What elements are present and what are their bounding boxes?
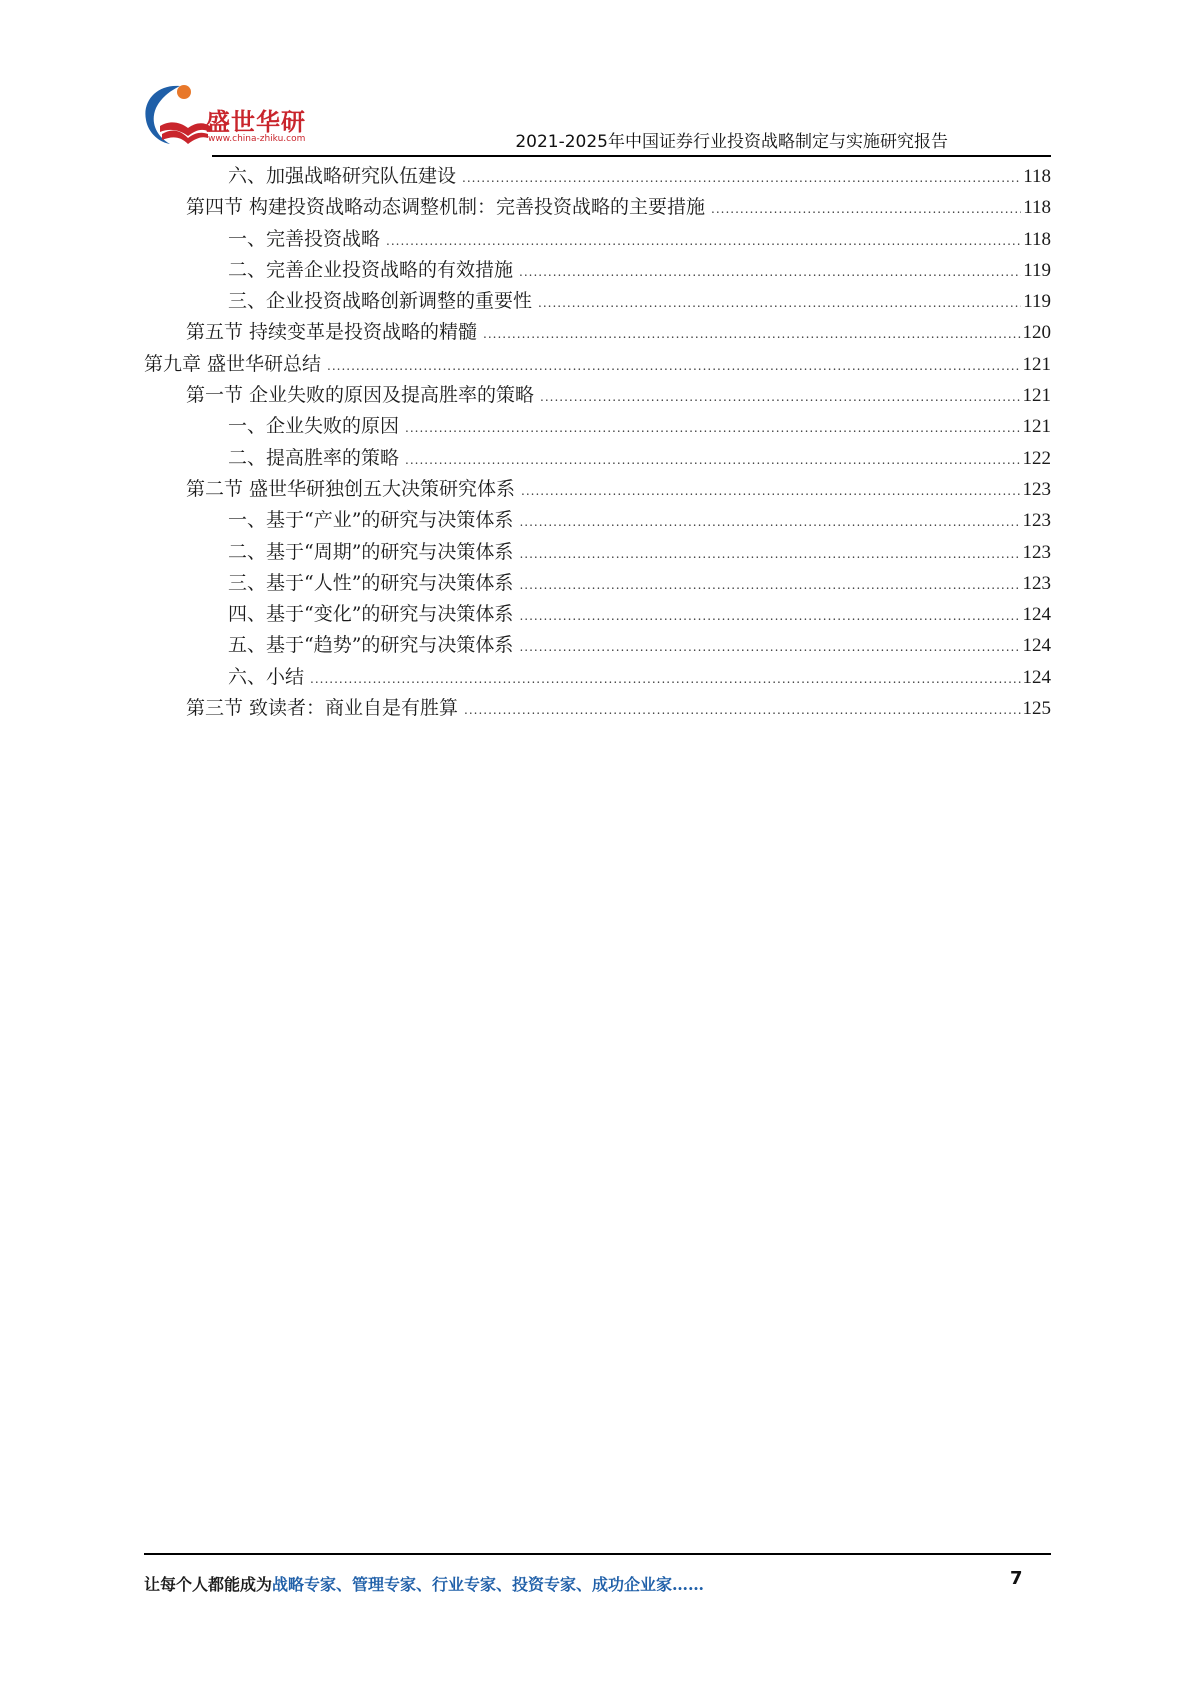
toc-entry-page: 122 xyxy=(1022,447,1051,469)
toc-entry-title: 第五节 持续变革是投资战略的精髓 xyxy=(186,321,478,344)
toc-entry-page: 118 xyxy=(1023,228,1051,250)
toc-entry-page: 120 xyxy=(1022,322,1051,344)
header-divider xyxy=(212,155,1051,157)
toc-entry-title: 六、小结 xyxy=(228,665,305,688)
toc-leader-dots xyxy=(519,632,1020,663)
toc-entry-page: 125 xyxy=(1022,698,1051,720)
footer-divider xyxy=(144,1553,1051,1555)
toc-entry-page: 121 xyxy=(1022,385,1051,407)
toc-entry-title: 第四节 构建投资战略动态调整机制：完善投资战略的主要措施 xyxy=(186,196,706,219)
toc-leader-dots xyxy=(711,194,1021,225)
brand-name: 盛世华研 xyxy=(206,108,306,136)
toc-entry-page: 124 xyxy=(1022,666,1051,688)
book-swoosh-icon xyxy=(140,82,210,148)
toc-entry-title: 第三节 致读者：商业自是有胜算 xyxy=(186,697,459,720)
toc-entry[interactable] xyxy=(144,192,1051,223)
toc-entry-page: 118 xyxy=(1023,197,1051,219)
toc-entry-title: 一、企业失败的原因 xyxy=(228,415,400,438)
toc-entry-title: 五、基于“趋势”的研究与决策体系 xyxy=(228,634,514,657)
toc-entry[interactable] xyxy=(144,380,1051,411)
toc-leader-dots xyxy=(310,664,1020,695)
toc-entry-title: 二、基于“周期”的研究与决策体系 xyxy=(228,540,514,563)
toc-entry-title: 一、基于“产业”的研究与决策体系 xyxy=(228,509,514,532)
toc-entry-page: 124 xyxy=(1022,604,1051,626)
toc-entry[interactable] xyxy=(144,505,1051,536)
toc-entry-title: 第一节 企业失败的原因及提高胜率的策略 xyxy=(186,384,535,407)
toc-entry[interactable] xyxy=(144,443,1051,474)
toc-entry[interactable] xyxy=(144,286,1051,317)
toc-entry-title: 三、基于“人性”的研究与决策体系 xyxy=(228,571,514,594)
report-title: 2021-2025年中国证券行业投资战略制定与实施研究报告 xyxy=(515,132,948,152)
toc-entry-page: 123 xyxy=(1022,478,1051,500)
toc-leader-dots xyxy=(540,382,1020,413)
toc-entry-page: 121 xyxy=(1022,416,1051,438)
toc-leader-dots xyxy=(519,601,1020,632)
toc-leader-dots xyxy=(483,319,1020,350)
brand-url: www.china-zhiku.com xyxy=(208,134,306,144)
toc-entry[interactable] xyxy=(144,474,1051,505)
toc-entry[interactable] xyxy=(144,568,1051,599)
toc-leader-dots xyxy=(519,257,1021,288)
toc-entry-page: 118 xyxy=(1023,166,1051,187)
toc-entry-title: 二、完善企业投资战略的有效措施 xyxy=(228,258,514,281)
toc-leader-dots xyxy=(462,163,1021,194)
toc-entry[interactable] xyxy=(144,224,1051,255)
toc-entry-page: 119 xyxy=(1023,291,1051,313)
toc-entry[interactable] xyxy=(144,349,1051,380)
toc-entry-title: 三、企业投资战略创新调整的重要性 xyxy=(228,290,533,313)
toc-entry-page: 123 xyxy=(1022,541,1051,563)
toc-entry-page: 121 xyxy=(1022,353,1051,375)
toc-leader-dots xyxy=(519,507,1020,538)
slogan-highlight: 战略专家、管理专家、行业专家、投资专家、成功企业家…… xyxy=(272,1575,705,1594)
toc-entry-title: 第九章 盛世华研总结 xyxy=(144,352,322,375)
toc-entry-page: 123 xyxy=(1022,572,1051,594)
toc-leader-dots xyxy=(405,445,1020,476)
toc-leader-dots xyxy=(519,539,1020,570)
toc-leader-dots xyxy=(405,413,1020,444)
toc-entry[interactable] xyxy=(144,537,1051,568)
toc-entry[interactable] xyxy=(144,317,1051,348)
toc-entry[interactable] xyxy=(144,411,1051,442)
toc-entry[interactable] xyxy=(144,255,1051,286)
toc-leader-dots xyxy=(519,570,1020,601)
toc-entry-page: 123 xyxy=(1022,510,1051,532)
slogan-lead: 让每个人都能成为 xyxy=(144,1575,273,1594)
toc-entry[interactable] xyxy=(144,630,1051,661)
page-number: 7 xyxy=(1010,1568,1023,1589)
toc-leader-dots xyxy=(327,351,1020,382)
toc-leader-dots xyxy=(538,288,1021,319)
toc-leader-dots xyxy=(464,695,1020,726)
toc-leader-dots xyxy=(521,476,1020,507)
table-of-contents xyxy=(144,161,1051,724)
toc-entry-page: 119 xyxy=(1023,259,1051,281)
toc-entry-title: 一、完善投资战略 xyxy=(228,227,381,250)
toc-entry-title: 六、加强战略研究队伍建设 xyxy=(228,165,457,187)
toc-entry[interactable] xyxy=(144,599,1051,630)
toc-leader-dots xyxy=(386,226,1021,257)
page-header xyxy=(0,0,1191,160)
brand-logo xyxy=(140,82,320,152)
toc-entry[interactable] xyxy=(144,161,1051,192)
toc-entry[interactable] xyxy=(144,693,1051,724)
toc-entry-page: 124 xyxy=(1022,635,1051,657)
toc-entry[interactable] xyxy=(144,662,1051,693)
toc-entry-title: 二、提高胜率的策略 xyxy=(228,446,400,469)
toc-entry-title: 四、基于“变化”的研究与决策体系 xyxy=(228,603,514,626)
footer-slogan xyxy=(144,1572,704,1595)
toc-entry-title: 第二节 盛世华研独创五大决策研究体系 xyxy=(186,477,516,500)
